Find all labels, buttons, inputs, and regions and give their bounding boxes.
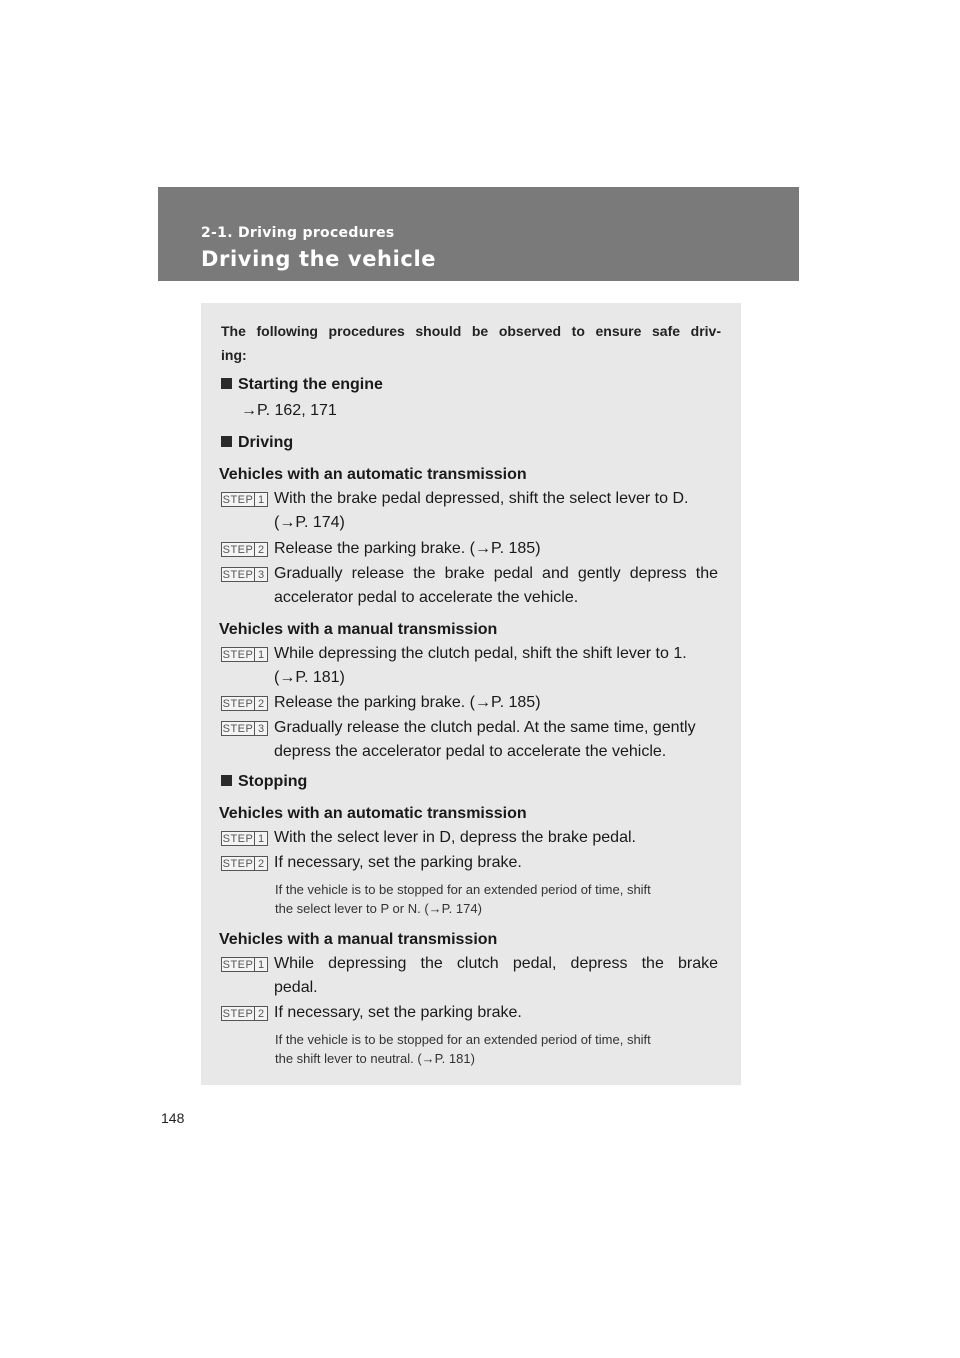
step-badge: STEP 2 <box>221 1006 268 1021</box>
step-text: (→P. 174) <box>274 514 345 531</box>
step-text: While depressing the clutch pedal, shift the shift lever to 1. <box>274 645 687 662</box>
step-badge: STEP 3 <box>221 721 268 736</box>
step-text: accelerator pedal to accelerate the vehicle. <box>274 589 579 606</box>
stopping-heading: Stopping <box>221 773 307 791</box>
step-badge: STEP 1 <box>221 492 268 507</box>
step-badge: STEP 2 <box>221 856 268 871</box>
page-number: 148 <box>161 1110 185 1126</box>
section-label: 2-1. Driving procedures <box>201 225 395 241</box>
intro-line-2: ing: <box>221 347 247 363</box>
square-bullet-icon <box>221 436 232 447</box>
step-text: depress the accelerator pedal to accelerate the vehicle. <box>274 743 667 760</box>
stopping-automatic-heading: Vehicles with an automatic transmission <box>219 805 527 822</box>
step-text: Gradually release the clutch pedal. At the same time, gently <box>274 719 696 736</box>
starting-reference: →P. 162, 171 <box>241 402 337 419</box>
step-note: If the vehicle is to be stopped for an extended period of time, shift <box>275 1032 651 1047</box>
step-text: With the select lever in D, depress the brake pedal. <box>274 829 636 846</box>
step-note: the shift lever to neutral. (→P. 181) <box>275 1051 475 1066</box>
chapter-header <box>158 187 799 281</box>
starting-heading: Starting the engine <box>221 376 383 394</box>
stopping-manual-heading: Vehicles with a manual transmission <box>219 931 498 948</box>
step-text: With the brake pedal depressed, shift the select lever to D. <box>274 490 689 507</box>
square-bullet-icon <box>221 378 232 389</box>
page-title: Driving the vehicle <box>201 247 437 271</box>
step-badge: STEP 1 <box>221 647 268 662</box>
step-text: pedal. <box>274 979 318 996</box>
step-badge: STEP 1 <box>221 831 268 846</box>
step-text: Release the parking brake. (→P. 185) <box>274 694 541 711</box>
step-note: the select lever to P or N. (→P. 174) <box>275 901 482 916</box>
step-badge: STEP 1 <box>221 957 268 972</box>
step-text: While depressing the clutch pedal, depress the brake <box>274 955 718 972</box>
step-text: If necessary, set the parking brake. <box>274 1004 522 1021</box>
driving-manual-heading: Vehicles with a manual transmission <box>219 621 498 638</box>
step-text: Release the parking brake. (→P. 185) <box>274 540 541 557</box>
intro-line-1: The following procedures should be observed to ensure safe driv- <box>221 323 721 339</box>
step-text: If necessary, set the parking brake. <box>274 854 522 871</box>
step-text: Gradually release the brake pedal and gently depress the <box>274 565 718 582</box>
step-note: If the vehicle is to be stopped for an extended period of time, shift <box>275 882 651 897</box>
procedure-box <box>201 303 741 1085</box>
driving-heading: Driving <box>221 434 293 452</box>
step-badge: STEP 2 <box>221 696 268 711</box>
driving-automatic-heading: Vehicles with an automatic transmission <box>219 466 527 483</box>
step-badge: STEP 3 <box>221 567 268 582</box>
square-bullet-icon <box>221 775 232 786</box>
step-badge: STEP 2 <box>221 542 268 557</box>
step-text: (→P. 181) <box>274 669 345 686</box>
